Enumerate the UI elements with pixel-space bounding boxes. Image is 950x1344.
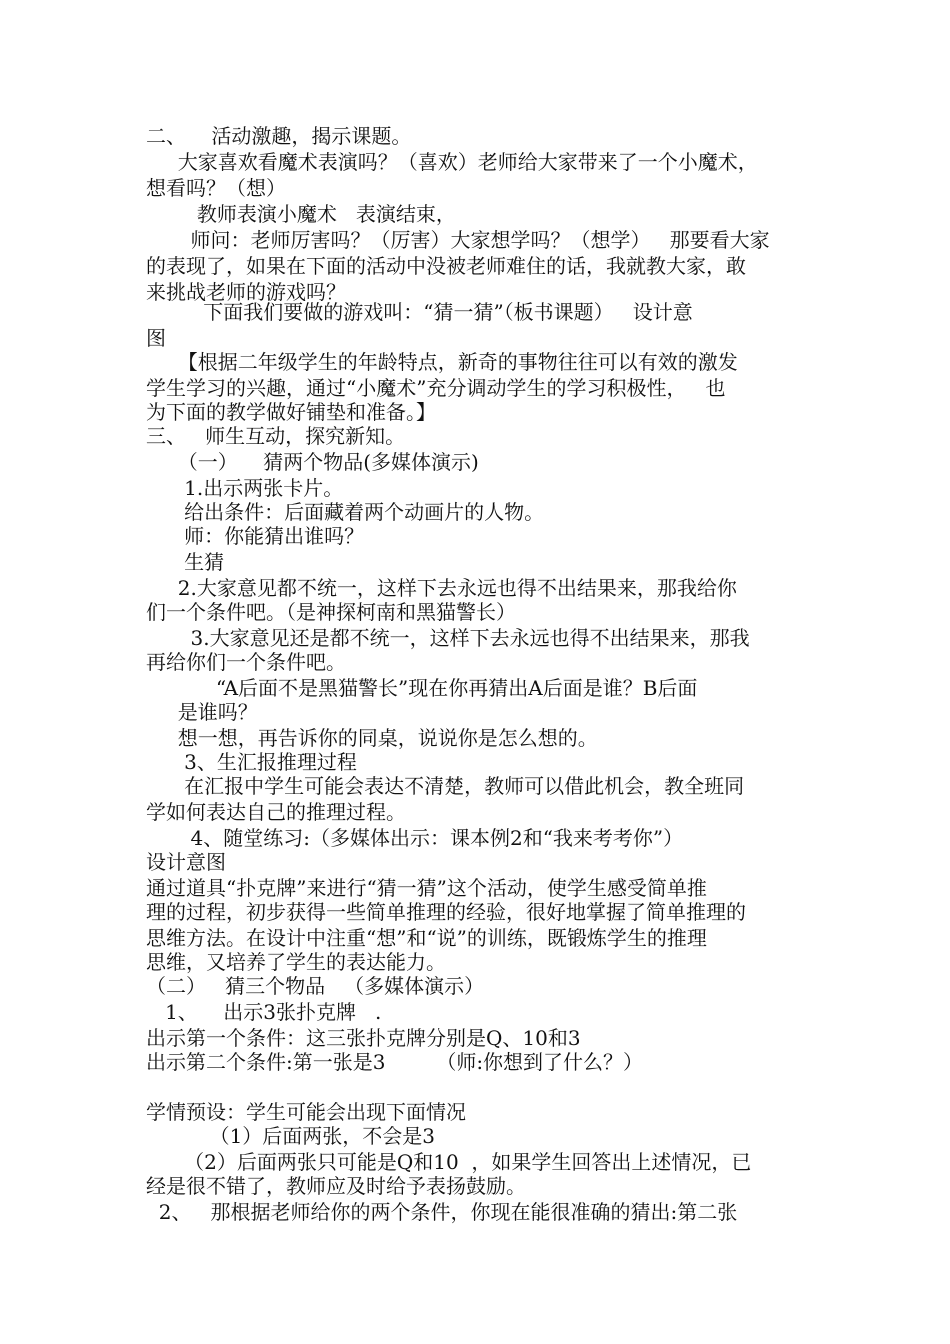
text-line: （1）后面两张，不会是3 <box>146 1124 436 1148</box>
text-line: 2、 那根据老师给你的两个条件，你现在能很准确的猜出:第二张 <box>146 1200 738 1224</box>
text-line: 经是很不错了，教师应及时给予表扬鼓励。 <box>146 1174 526 1198</box>
section-heading: 三、 师生互动，探究新知。 <box>146 424 406 448</box>
text-line: 师问：老师厉害吗？（厉害）大家想学吗？（想学） 那要看大家 <box>146 228 770 252</box>
text-line: 1.出示两张卡片。 <box>146 476 344 500</box>
text-line: 师：你能猜出谁吗？ <box>146 524 365 548</box>
text-line: 4、随堂练习:（多媒体出示：课本例2和“我来考考你”） <box>146 826 684 850</box>
text-line: 2.大家意见都不统一，这样下去永远也得不出结果来，那我给你 <box>146 576 737 600</box>
text-line: 想看吗？（想） <box>146 176 286 200</box>
text-line: 思维方法。在设计中注重“想”和“说”的训练，既锻炼学生的推理 <box>146 926 707 950</box>
text-line: 出示第二个条件:第一张是3 （师:你想到了什么？） <box>146 1050 644 1074</box>
text-line: 再给你们一个条件吧。 <box>146 650 346 674</box>
text-line: 学生学习的兴趣，通过“小魔术”充分调动学生的学习积极性， 也 <box>146 376 726 400</box>
text-line: 出示第一个条件：这三张扑克牌分别是Q、10和3 <box>146 1026 581 1050</box>
text-line: 的表现了，如果在下面的活动中没被老师难住的话，我就教大家，敢 <box>146 254 746 278</box>
text-line: 下面我们要做的游戏叫：“猜一猜”（板书课题） 设计意 <box>146 300 693 324</box>
text-line: 图 <box>146 326 166 350</box>
text-line: “A后面不是黑猫警长”现在你再猜出A后面是谁？B后面 <box>146 676 698 700</box>
text-line: （2）后面两张只可能是Q和10 ，如果学生回答出上述情况，已 <box>146 1150 752 1174</box>
text-line: 为下面的教学做好铺垫和准备。】 <box>146 400 436 424</box>
text-line: 【根据二年级学生的年龄特点，新奇的事物往往可以有效的激发 <box>146 350 738 374</box>
text-line: 理的过程，初步获得一些简单推理的经验，很好地掌握了简单推理的 <box>146 900 746 924</box>
text-line: 二、 活动激趣，揭示课题。 <box>146 124 412 148</box>
text-line: 通过道具“扑克牌”来进行“猜一猜”这个活动，使学生感受简单推 <box>146 876 707 900</box>
text-line: 设计意图 <box>146 850 226 874</box>
text-line: 想一想，再告诉你的同桌，说说你是怎么想的。 <box>146 726 598 750</box>
text-line: 在汇报中学生可能会表达不清楚，教师可以借此机会，教全班同 <box>146 774 745 798</box>
text-line: 教师表演小魔术 表演结束， <box>146 202 456 226</box>
text-line: 学情预设：学生可能会出现下面情况 <box>146 1100 466 1124</box>
text-line: 1、 出示3张扑克牌 . <box>146 1000 382 1024</box>
text-line: 学如何表达自己的推理过程。 <box>146 800 406 824</box>
text-line: 大家喜欢看魔术表演吗？（喜欢）老师给大家带来了一个小魔术， <box>146 150 758 174</box>
text-line: 3.大家意见还是都不统一，这样下去永远也得不出结果来，那我 <box>146 626 750 650</box>
text-line: 思维，又培养了学生的表达能力。 <box>146 950 446 974</box>
text-line: 给出条件：后面藏着两个动画片的人物。 <box>146 500 545 524</box>
text-line: 生猜 <box>146 550 225 574</box>
text-line: 3、生汇报推理过程 <box>146 750 357 774</box>
text-line: 来挑战老师的游戏吗？ <box>146 280 346 304</box>
text-line: 们一个条件吧。（是神探柯南和黑猫警长） <box>146 600 516 624</box>
text-line: 是谁吗？ <box>146 700 258 724</box>
text-line: （二） 猜三个物品 （多媒体演示） <box>146 974 485 998</box>
text-line: （一） 猜两个物品(多媒体演示) <box>146 450 479 474</box>
